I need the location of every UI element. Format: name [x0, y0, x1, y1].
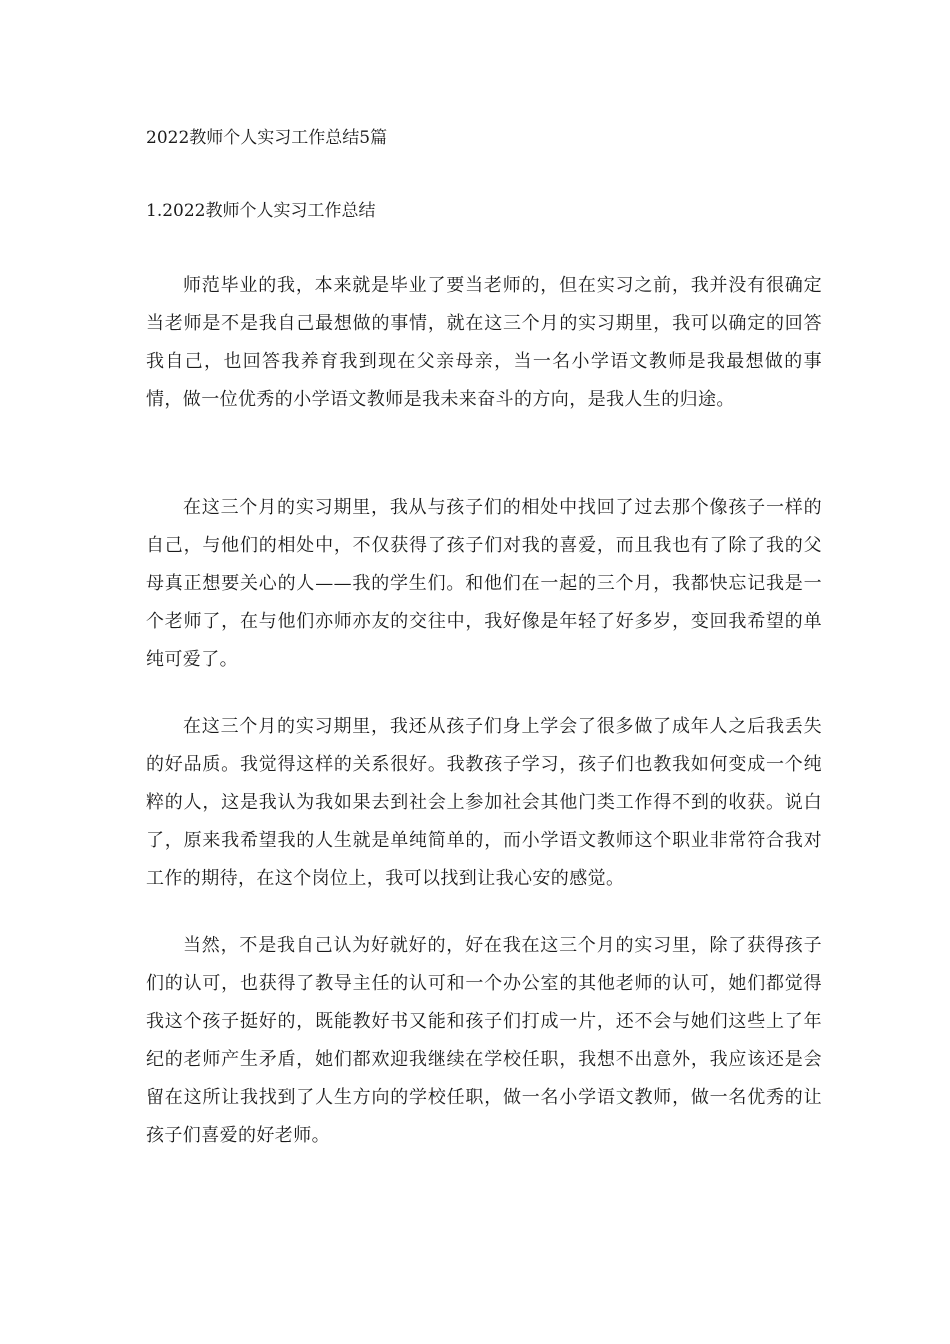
paragraph-1: 师范毕业的我，本来就是毕业了要当老师的，但在实习之前，我并没有很确定当老师是不是我自己最想做的事情，就在这三个月的实习期里，我可以确定的回答我自己，也回答我养育我到现在父亲母亲，当一名小学语文教师是我最想做的事情，做一位优秀的小学语文教师是我未来奋斗的方向，是我人生的归途。: [146, 275, 822, 410]
paragraph-3: 在这三个月的实习期里，我还从孩子们身上学会了很多做了成年人之后我丢失的好品质。我觉得这样的关系很好。我教孩子学习，孩子们也教我如何变成一个纯粹的人，这是我认为我如果去到社会上参加社会其他门类工作得不到的收获。说白了，原来我希望我的人生就是单纯简单的，而小学语文教师这个职业非常符合我对工作的期待，在这个岗位上，我可以找到让我心安的感觉。: [146, 716, 822, 889]
paragraph-4: 当然，不是我自己认为好就好的，好在我在这三个月的实习里，除了获得孩子们的认可，也获得了教导主任的认可和一个办公室的其他老师的认可，她们都觉得我这个孩子挺好的，既能教好书又能和孩子们打成一片，还不会与她们这些上了年纪的老师产生矛盾，她们都欢迎我继续在学校任职，我想不出意外，我应该还是会留在这所让我找到了人生方向的学校任职，做一名小学语文教师，做一名优秀的让孩子们喜爱的好老师。: [146, 935, 822, 1146]
paragraph-2: 在这三个月的实习期里，我从与孩子们的相处中找回了过去那个像孩子一样的自己，与他们的相处中，不仅获得了孩子们对我的喜爱，而且我也有了除了我的父母真正想要关心的人——我的学生们。和他们在一起的三个月，我都快忘记我是一个老师了，在与他们亦师亦友的交往中，我好像是年轻了好多岁，变回我希望的单纯可爱了。: [146, 497, 822, 670]
section-title: 1.2022教师个人实习工作总结: [146, 201, 376, 221]
document-title: 2022教师个人实习工作总结5篇: [146, 128, 388, 148]
